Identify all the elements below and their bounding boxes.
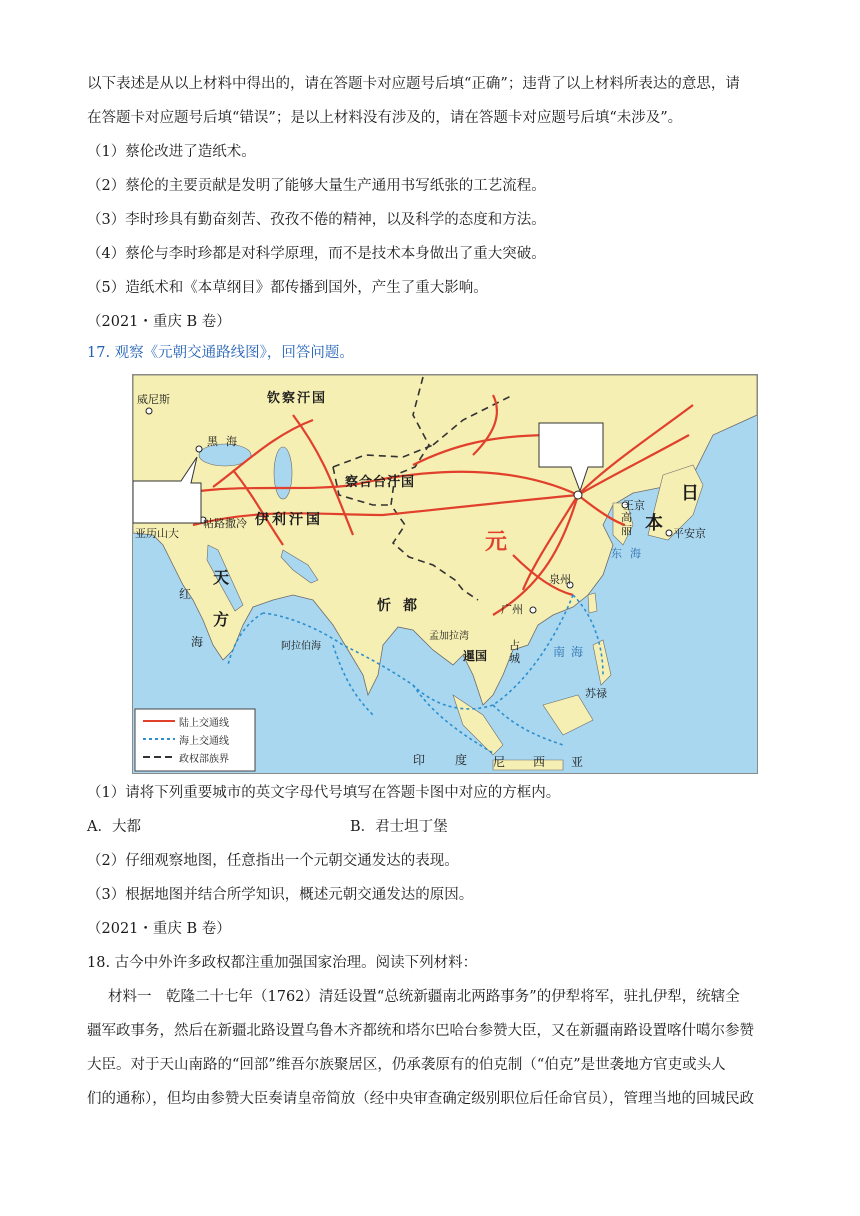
- q17-option-a: A．大都: [87, 819, 141, 835]
- city-quanzhou: [567, 582, 573, 588]
- statement-1: （1）蔡伦改进了造纸术。: [87, 144, 256, 160]
- q17-sub-3: （3）根据地图并结合所学知识，概述元朝交通发达的原因。: [87, 887, 474, 903]
- city-guangzhou: [530, 607, 536, 613]
- q18-material-line-1: 材料一 乾隆二十七年（1762）清廷设置“总统新疆南北两路事务”的伊犁将军，驻扎伊犁，统辖全: [108, 989, 740, 1005]
- map-label-indonesia-3: 尼: [493, 755, 506, 769]
- map-label-japan-1: 日: [681, 483, 699, 504]
- map-label-indonesia-4: 西: [533, 755, 546, 769]
- map-label-heian: 平安京: [673, 527, 706, 540]
- city-wangjing: [622, 502, 628, 508]
- map-label-indonesia-1: 印: [413, 753, 426, 767]
- caspian-sea: [274, 447, 292, 499]
- map-label-hindustan: 忻都: [377, 598, 429, 614]
- map-label-chagatai: 察合台汗国: [345, 475, 416, 490]
- map-label-sulu: 苏禄: [585, 687, 607, 700]
- q18-material-line-3: 大臣。对于天山南路的“回部”维吾尔族聚居区，仍承袭原有的伯克制（“伯克”是世袭地方官吏或头人: [87, 1057, 726, 1073]
- map-label-tabriz: 帖路撒冷: [203, 517, 247, 530]
- map-label-tianfang-1: 天方: [213, 568, 230, 629]
- map-label-indonesia-5: 亚: [571, 755, 584, 769]
- map-label-kipchak: 钦察汗国: [267, 391, 328, 406]
- map-label-siam: 暹国: [463, 649, 488, 663]
- q18-material-line-4: 们的通称），但均由参赞大臣奏请皇帝简放（经中央审查确定级别职位后任命官员），管理当地的回城民政: [87, 1091, 754, 1107]
- q17-option-b: B．君士坦丁堡: [350, 819, 448, 835]
- map-label-black-sea: 黑海: [207, 435, 245, 448]
- java: [493, 760, 563, 770]
- intro-line-2: 在答题卡对应题号后填“错误”；是以上材料没有涉及的，请在答题卡对应题号后填“未涉及”。: [87, 110, 683, 126]
- map-legend: [135, 709, 255, 771]
- map-label-venice: 威尼斯: [137, 393, 170, 406]
- map-label-guangzhou: 广州: [501, 603, 523, 616]
- q18-material-line-2: 疆军政事务，然后在新疆北路设置乌鲁木齐都统和塔尔巴哈台参赞大臣，又在新疆南路设置喀什噶尔参赞: [87, 1023, 754, 1039]
- statement-2: （2）蔡伦的主要贡献是发明了能够大量生产通用书写纸张的工艺流程。: [87, 178, 546, 194]
- intro-line-1: 以下表述是从以上材料中得出的，请在答题卡对应题号后填“正确”；违背了以上材料所表达的意思，请: [87, 76, 740, 92]
- city-pingan: [666, 530, 672, 536]
- map-label-east-sea: 东海: [611, 547, 649, 560]
- map-label-quanzhou: 泉州: [549, 573, 571, 586]
- legend-label-border: 政权部族界: [179, 754, 229, 765]
- yuan-transport-map: [132, 374, 758, 774]
- map-label-red-sea-2: 海: [191, 635, 204, 649]
- map-label-wangjing: 王京: [623, 499, 645, 512]
- question-17-title: 17. 观察《元朝交通路线图》，回答问题。: [87, 345, 354, 361]
- map-label-goryeo: 高丽: [621, 511, 632, 537]
- statement-5: （5）造纸术和《本草纲目》都传播到国外，产生了重大影响。: [87, 280, 488, 296]
- map-label-bay-of-bengal: 孟加拉湾: [429, 631, 469, 642]
- city-venice: [146, 408, 152, 414]
- map-label-champa: 占城: [509, 639, 520, 665]
- source-note-1: （2021・重庆 B 卷）: [87, 314, 231, 330]
- map-label-indonesia-2: 度: [455, 753, 468, 767]
- map-label-arabian-sea: 阿拉伯海: [281, 641, 321, 652]
- map-label-japan-2: 本: [645, 513, 663, 534]
- map-label-alexandria: 亚历山大: [135, 527, 179, 540]
- statement-3: （3）李时珍具有勤奋刻苦、孜孜不倦的精神，以及科学的态度和方法。: [87, 212, 546, 228]
- statement-4: （4）蔡伦与李时珍都是对科学原理，而不是技术本身做出了重大突破。: [87, 246, 546, 262]
- map-label-yuan: 元: [485, 530, 508, 555]
- question-18-title: 18. 古今中外许多政权都注重加强国家治理。阅读下列材料：: [87, 955, 478, 971]
- map-label-ilkhanate: 伊利汗国: [255, 512, 323, 528]
- city-constantinople: [196, 446, 202, 452]
- legend-label-sea: 海上交通线: [179, 736, 229, 747]
- city-dadu: [574, 491, 582, 499]
- map-label-red-sea-1: 红: [179, 587, 192, 601]
- q17-sub-2: （2）仔细观察地图，任意指出一个元朝交通发达的表现。: [87, 853, 459, 869]
- q17-sub-1: （1）请将下列重要城市的英文字母代号填写在答题卡图中对应的方框内。: [87, 785, 561, 801]
- source-note-2: （2021・重庆 B 卷）: [87, 921, 231, 937]
- legend-label-land: 陆上交通线: [179, 718, 229, 729]
- map-label-south-sea: 南海: [553, 645, 590, 659]
